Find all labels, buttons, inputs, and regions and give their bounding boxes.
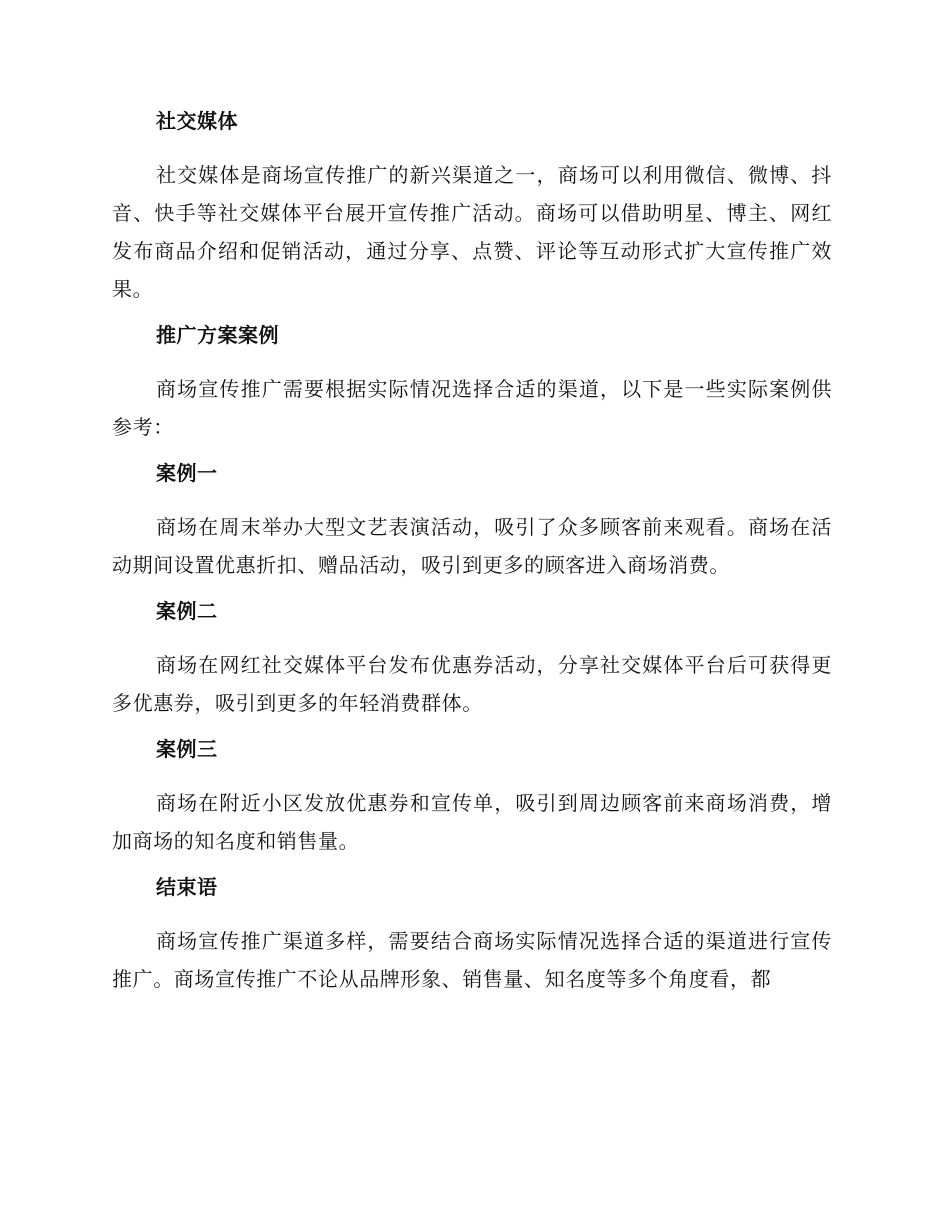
section-heading-case-three: 案例三 [156, 737, 218, 761]
section-paragraph-social-media: 社交媒体是商场宣传推广的新兴渠道之一，商场可以利用微信、微博、抖音、快手等社交媒体平台展开宣传推广活动。商场可以借助明星、博主、网红发布商品介绍和促销活动，通过分享、点赞、评论等互动形式扩大宣传推广效果。 [112, 163, 832, 301]
section-heading-social-media: 社交媒体 [156, 109, 238, 133]
document-page [112, 106, 832, 1010]
section-heading-conclusion: 结束语 [156, 875, 218, 899]
section-paragraph-case-one: 商场在周末举办大型文艺表演活动，吸引了众多顾客前来观看。商场在活动期间设置优惠折扣、赠品活动，吸引到更多的顾客进入商场消费。 [112, 515, 832, 577]
section-heading-case-one: 案例一 [156, 461, 218, 485]
section-paragraph-case-two: 商场在网红社交媒体平台发布优惠券活动，分享社交媒体平台后可获得更多优惠券，吸引到更多的年轻消费群体。 [112, 653, 832, 715]
section-paragraph-case-three: 商场在附近小区发放优惠券和宣传单，吸引到周边顾客前来商场消费，增加商场的知名度和销售量。 [112, 791, 832, 853]
section-heading-case-two: 案例二 [156, 599, 218, 623]
section-paragraph-conclusion: 商场宣传推广渠道多样，需要结合商场实际情况选择合适的渠道进行宣传推广。商场宣传推广不论从品牌形象、销售量、知名度等多个角度看，都 [112, 929, 832, 991]
section-paragraph-promotion-cases: 商场宣传推广需要根据实际情况选择合适的渠道，以下是一些实际案例供参考： [112, 377, 832, 439]
section-heading-promotion-cases: 推广方案案例 [156, 323, 279, 347]
